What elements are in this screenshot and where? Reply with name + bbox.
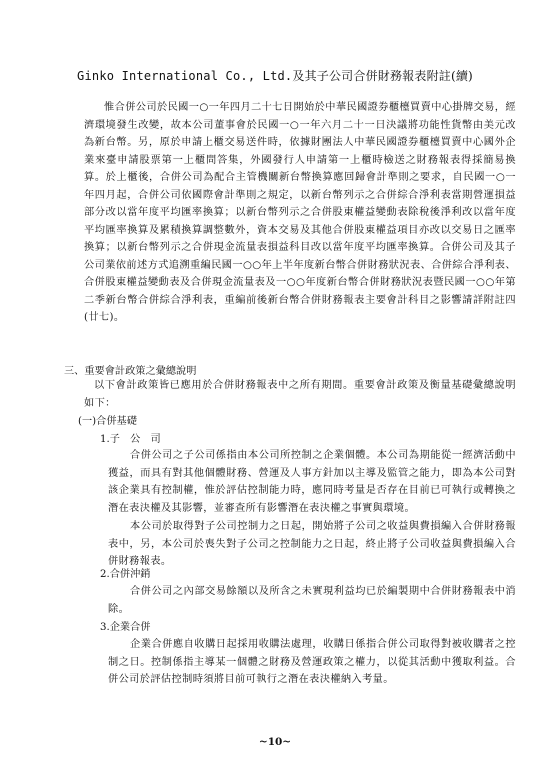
elimination-paragraph: 合併公司之內部交易餘額以及所含之未實現利益均已於編製期中合併財務報表中消除。: [108, 586, 516, 615]
subsidiaries-paragraph-1: 合併公司之子公司係指由本公司所控制之企業個體。本公司為期能從一經濟活動中獲益，而具有對其他個體財務、營運及人事方針加以主導及監管之能力，即為本公司對該企業具有控制權，惟於評估控制能力時，應同時考量是否存在目前已可執行或轉換之潛在表決權及其影響，並審查所有影響潛在表決權之事實與環境。: [108, 450, 516, 514]
section-intro-paragraph: 以下會計政策皆已應用於合併財務報表中之所有期間。重要會計政策及衡量基礎彙總說明如下：: [84, 380, 516, 409]
subsection-heading-consolidation-basis: (一)合併基礎: [78, 416, 137, 427]
item-heading-business-combination: 3.企業合併: [100, 622, 151, 633]
page-number: ~10~: [258, 736, 292, 748]
business-combination-paragraph: 企業合併應自收購日起採用收購法處理，收購日係指合併公司取得對被收購者之控制之日。控制係指主導某一個體之財務及營運政策之權力，以從其活動中獲取利益。合併公司於評估控制時須將目前可執行之潛在表決權納入考量。: [108, 639, 516, 685]
item-heading-subsidiaries: 1.子 公 司: [100, 434, 161, 445]
page-title: [0, 67, 550, 84]
subsidiaries-paragraph-2: 本公司於取得對子公司控制力之日起，開始將子公司之收益與費損編入合併財務報表中，另，本公司於喪失對子公司之控制能力之日起，終止將子公司收益與費損編入合併財務報表。: [108, 521, 516, 567]
company-name: Ginko International Co., Ltd.: [77, 69, 293, 83]
item-heading-elimination: 2.合併沖銷: [100, 569, 151, 580]
functional-currency-paragraph: 惟合併公司於民國一○一年四月二十七日開始於中華民國證券櫃檯買賣中心掛牌交易，經濟環境發生改變，故本公司董事會於民國一○一年六月二十一日決議將功能性貨幣由美元改為新台幣。另，原於申請上櫃交易送件時，依據財團法人中華民國證券櫃檯買賣中心國外企業來臺申請股票第一上櫃問答集，外國發行人申請第一上櫃時檢送之財務報表得採簡易換算。於上櫃後，合併公司為配合主管機關新台幣換算應回歸會計準則之要求，自民國一○一年四月起，合併公司依國際會計準則之規定，以新台幣列示之合併綜合淨利表當期營運損益部分改以當年度平均匯率換算；以新台幣列示之合併股東權益變動表除稅後淨利改以當年度平均匯率換算及累積換算調整數外，資本交易及其他合併股東權益項目亦改以交易日之匯率換算；以新台幣列示之合併現金流量表損益科目改以當年度平均匯率換算。合併公司及其子公司業依前述方式追溯重編民國一○○年上半年度新台幣合併財務狀況表、合併綜合淨利表、合併股東權益變動表及合併現金流量表及一○○年度新台幣合併財務狀況表暨民國一○○年第二季新台幣合併綜合淨利表，重編前後新台幣合併財務報表主要會計科目之影響請詳附註四(廿七)。: [84, 102, 516, 323]
section-heading: 三、重要會計政策之彙總說明: [64, 366, 197, 377]
title-suffix: 及其子公司合併財務報表附註(續): [292, 69, 473, 83]
